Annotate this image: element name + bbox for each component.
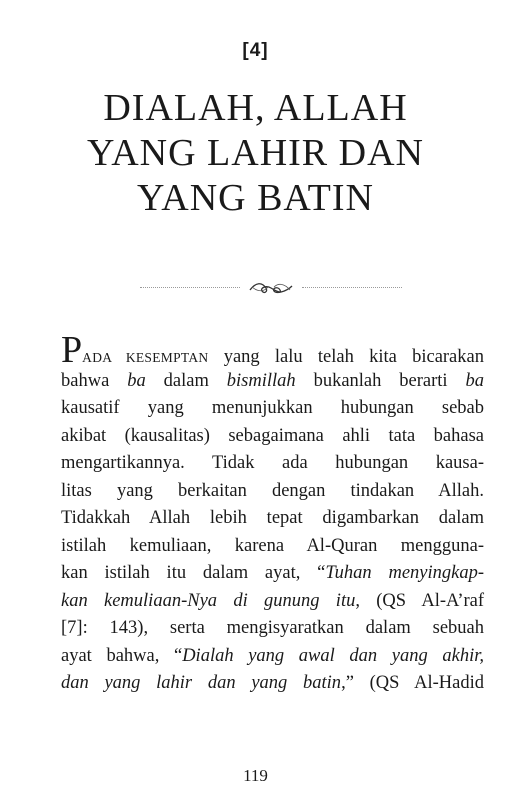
page-number: 119: [243, 766, 268, 785]
text-line: [61, 329, 484, 371]
text-line: akibat (kausalitas) sebagaimana ahli tata bahasa: [61, 425, 484, 446]
text-line: [61, 560, 484, 588]
ornamental-divider: [140, 278, 402, 298]
text-line: istilah kemuliaan, karena Al-Quran mengguna-: [61, 535, 484, 556]
divider-rule-left: [140, 287, 240, 288]
text-line: litas yang berkaitan dengan tindakan Allah.: [61, 480, 484, 501]
text-line: [61, 643, 484, 671]
text-line: [61, 368, 484, 396]
italic-span: ba: [127, 370, 146, 391]
italic-span: dan yang lahir dan yang batin: [61, 673, 342, 693]
text-span: bukanlah berarti: [295, 370, 466, 391]
italic-span: bismillah: [226, 370, 296, 391]
text-line: [61, 588, 484, 616]
flourish-icon: [248, 278, 294, 298]
drop-cap: P: [61, 329, 83, 371]
text-line: [7]: 143), serta mengisyaratkan dalam sebuah: [61, 618, 484, 638]
italic-span: kan kemuliaan-Nya di gunung itu: [61, 590, 356, 611]
text-span: ,” (QS Al-Hadid: [341, 673, 485, 693]
italic-span: ba: [465, 370, 484, 391]
chapter-title-line: YANG BATIN: [137, 177, 374, 219]
chapter-title-line: YANG LAHIR DAN: [87, 132, 424, 174]
text-line: [61, 670, 484, 698]
text-span: , (QS Al-A’raf: [355, 590, 485, 611]
chapter-title: [60, 86, 451, 221]
chapter-title-line: DIALAH, ALLAH: [103, 87, 408, 129]
text-span: ayat bahwa, “: [61, 645, 183, 666]
text-span: yang lalu telah kita bicarakan: [208, 347, 484, 367]
text-span: kan istilah itu dalam ayat, “: [61, 563, 326, 583]
small-caps-text: ADA KESEMPTAN: [82, 350, 209, 365]
italic-span: Tuhan menyingkap-: [325, 563, 484, 583]
body-paragraph: [61, 329, 485, 698]
chapter-number: [4]: [242, 40, 269, 61]
text-span: dalam: [145, 370, 227, 391]
divider-rule-right: [302, 287, 402, 288]
text-line: kausatif yang menunjukkan hubungan sebab: [61, 398, 484, 418]
text-span: bahwa: [61, 370, 128, 391]
text-line: Tidakkah Allah lebih tepat digambarkan dalam: [61, 508, 484, 528]
text-line: mengartikannya. Tidak ada hubungan kausa-: [61, 453, 484, 473]
italic-span: Dialah yang awal dan yang akhir,: [182, 645, 484, 666]
